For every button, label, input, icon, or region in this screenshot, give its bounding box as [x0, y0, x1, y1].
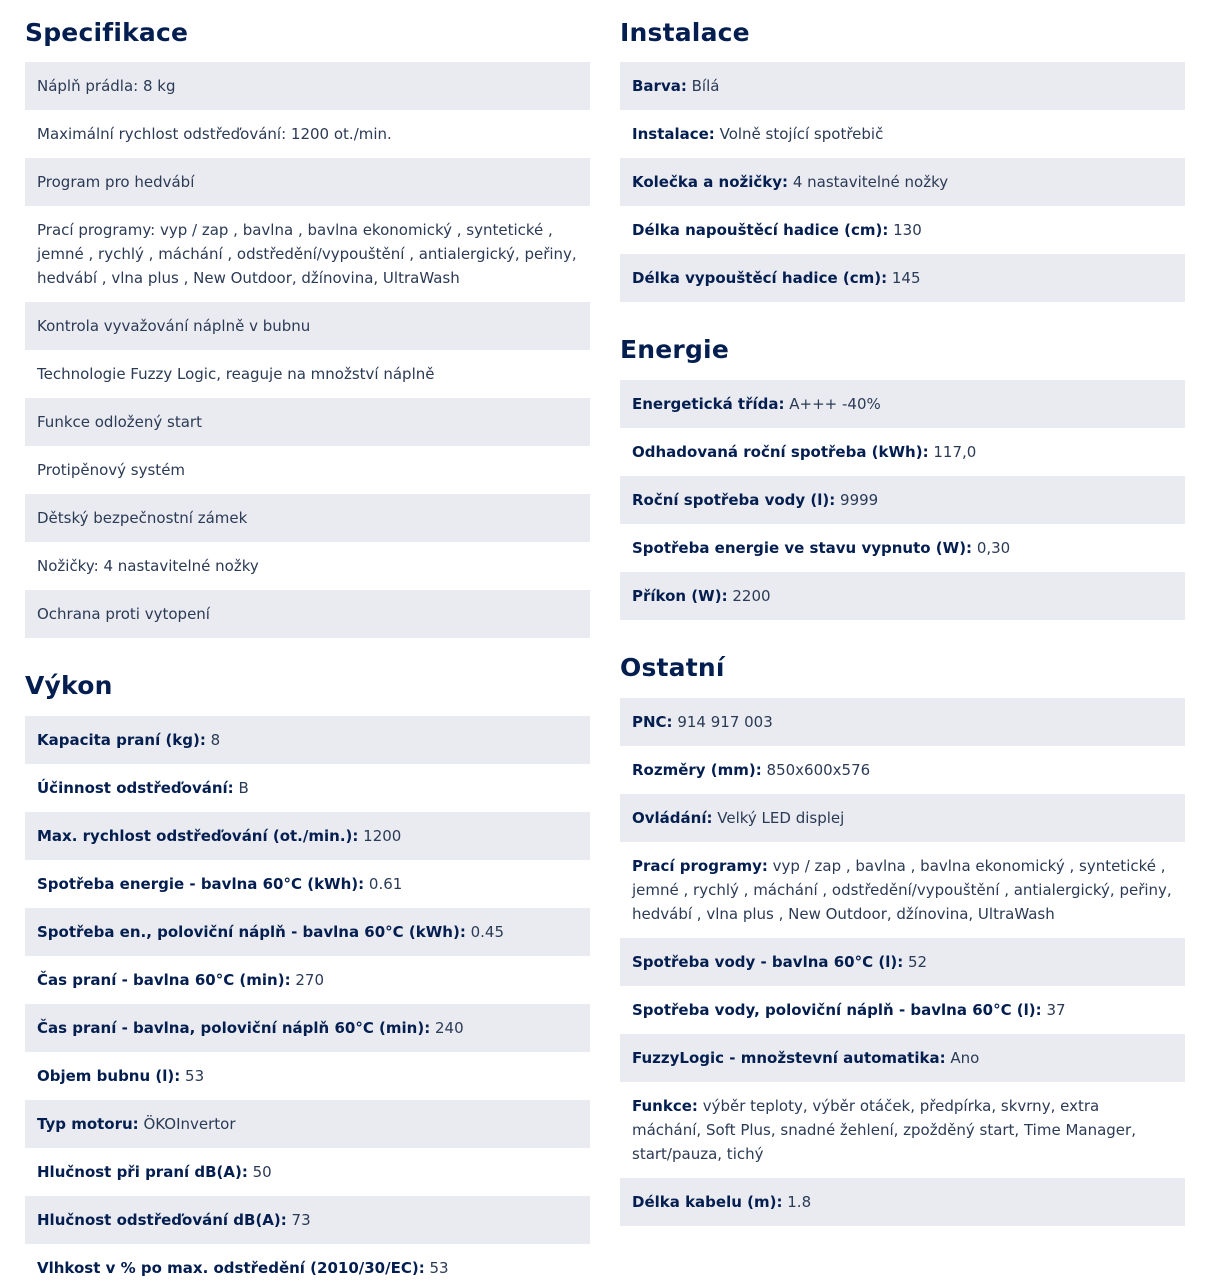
row-label: Spotřeba energie ve stavu vypnuto (W): — [632, 539, 973, 557]
energie-row — [620, 380, 1185, 428]
row-label: FuzzyLogic - množstevní automatika: — [632, 1049, 946, 1067]
ostatni-row — [620, 986, 1185, 1034]
row-label: Kolečka a nožičky: — [632, 173, 789, 191]
instalace-list — [620, 62, 1185, 302]
row-label: Hlučnost při praní dB(A): — [37, 1163, 248, 1181]
row-label: Funkce: — [632, 1097, 698, 1115]
row-label: Spotřeba vody - bavlna 60°C (l): — [632, 953, 904, 971]
row-label: Délka vypouštěcí hadice (cm): — [632, 269, 888, 287]
vykon-row — [25, 860, 590, 908]
row-label: Hlučnost odstřeďování dB(A): — [37, 1211, 287, 1229]
row-value: 117,0 — [933, 443, 977, 461]
row-value: 8 — [210, 731, 221, 749]
ostatni-row — [620, 794, 1185, 842]
row-value: ÖKOInvertor — [143, 1115, 236, 1133]
ostatni-row — [620, 842, 1185, 938]
row-value: vyp / zap , bavlna , bavlna ekonomický , syntetické , jemné , rychlý , máchání , odstředění/vypouštění , antialergický, peřiny, hedvábí , vlna plus , New Outdoor, džínovina, UltraWash — [632, 857, 1172, 923]
vykon-row — [25, 1100, 590, 1148]
row-value: 240 — [435, 1019, 464, 1037]
row-label: Rozměry (mm): — [632, 761, 762, 779]
spec-row: Maximální rychlost odstřeďování: 1200 ot./min. — [37, 125, 392, 143]
row-label: Ovládání: — [632, 809, 713, 827]
row-value: 73 — [291, 1211, 311, 1229]
row-value: 914 917 003 — [677, 713, 773, 731]
specifikace-list — [25, 62, 590, 638]
row-label: Vlhkost v % po max. odstředění (2010/30/EC): — [37, 1259, 425, 1277]
row-label: Odhadovaná roční spotřeba (kWh): — [632, 443, 929, 461]
row-value: výběr teploty, výběr otáček, předpírka, skvrny, extra máchání, Soft Plus, snadné žehlení, zpožděný start, Time Manager, start/pauza, tichý — [632, 1097, 1136, 1163]
row-value: Volně stojící spotřebič — [719, 125, 884, 143]
row-label: Spotřeba en., poloviční náplň - bavlna 60°C (kWh): — [37, 923, 466, 941]
energie-row — [620, 476, 1185, 524]
spec-row: Náplň prádla: 8 kg — [25, 62, 590, 110]
row-value: 37 — [1046, 1001, 1066, 1019]
row-label: Délka napouštěcí hadice (cm): — [632, 221, 889, 239]
row-label: Spotřeba energie - bavlna 60°C (kWh): — [37, 875, 365, 893]
row-label: Čas praní - bavlna 60°C (min): — [37, 971, 291, 989]
row-label: Typ motoru: — [37, 1115, 139, 1133]
vykon-row — [25, 956, 590, 1004]
vykon-row — [25, 812, 590, 860]
ostatni-row — [620, 1034, 1185, 1082]
energie-row — [620, 524, 1185, 572]
row-value: B — [238, 779, 249, 797]
instalace-row — [620, 110, 1185, 158]
spec-row: Protipěnový systém — [37, 461, 186, 479]
vykon-row — [25, 1052, 590, 1100]
ostatni-row — [620, 698, 1185, 746]
vykon-row — [25, 1004, 590, 1052]
left-column — [25, 0, 590, 1284]
spec-row: Nožičky: 4 nastavitelné nožky — [37, 557, 259, 575]
instalace-row — [620, 158, 1185, 206]
ostatni-list — [620, 698, 1185, 1226]
spec-row: Dětský bezpečnostní zámek — [25, 494, 590, 542]
row-value: 270 — [295, 971, 325, 989]
right-column — [620, 0, 1185, 1226]
row-value: 4 nastavitelné nožky — [792, 173, 949, 191]
row-label: Čas praní - bavlna, poloviční náplň 60°C (min): — [37, 1019, 431, 1037]
energie-list — [620, 380, 1185, 620]
row-label: Energetická třída: — [632, 395, 785, 413]
spec-row: Technologie Fuzzy Logic, reaguje na množství náplně — [37, 365, 435, 383]
row-value: 0,30 — [976, 539, 1011, 557]
section-title-ostatni: Ostatní — [620, 653, 725, 682]
ostatni-row — [620, 1178, 1185, 1226]
row-value: 1200 — [363, 827, 402, 845]
row-label: Max. rychlost odstřeďování (ot./min.): — [37, 827, 359, 845]
energie-row — [620, 428, 1185, 476]
instalace-row — [620, 206, 1185, 254]
row-value: Bílá — [691, 77, 720, 95]
row-value: 52 — [907, 953, 928, 971]
vykon-row — [25, 1196, 590, 1244]
spec-row: Kontrola vyvažování náplně v bubnu — [25, 302, 590, 350]
row-label: PNC: — [632, 713, 673, 731]
row-label: Barva: — [632, 77, 687, 95]
row-label: Kapacita praní (kg): — [37, 731, 206, 749]
row-value: A+++ -40% — [789, 395, 881, 413]
row-value: 53 — [429, 1259, 449, 1277]
vykon-row — [25, 716, 590, 764]
row-label: Účinnost odstřeďování: — [37, 779, 234, 797]
vykon-row — [25, 1148, 590, 1196]
ostatni-row — [620, 938, 1185, 986]
spec-row: Prací programy: vyp / zap , bavlna , bavlna ekonomický , syntetické , jemné , rychlý , máchání , odstředění/vypouštění , antialergický, peřiny, hedvábí , vlna plus , New Outdoor, džínovina, UltraWash — [37, 221, 577, 287]
vykon-list — [25, 716, 590, 1284]
spec-row: Funkce odložený start — [25, 398, 590, 446]
row-value: 0.61 — [368, 875, 403, 893]
row-value: 130 — [893, 221, 922, 239]
spec-row: Ochrana proti vytopení — [25, 590, 590, 638]
section-title-instalace: Instalace — [620, 18, 750, 47]
section-title-energie: Energie — [620, 335, 729, 364]
row-label: Délka kabelu (m): — [632, 1193, 783, 1211]
vykon-row — [25, 908, 590, 956]
spec-row: Program pro hedvábí — [25, 158, 590, 206]
row-label: Roční spotřeba vody (l): — [632, 491, 836, 509]
row-value: 0.45 — [470, 923, 505, 941]
row-label: Objem bubnu (l): — [37, 1067, 181, 1085]
ostatni-row — [620, 1082, 1185, 1178]
row-label: Spotřeba vody, poloviční náplň - bavlna 60°C (l): — [632, 1001, 1042, 1019]
row-value: 53 — [185, 1067, 205, 1085]
row-value: 2200 — [732, 587, 771, 605]
row-value: 850x600x576 — [766, 761, 871, 779]
row-label: Prací programy: — [632, 857, 768, 875]
energie-row — [620, 572, 1185, 620]
row-value: Velký LED displej — [717, 809, 845, 827]
section-title-vykon: Výkon — [25, 671, 113, 700]
instalace-row — [620, 62, 1185, 110]
instalace-row — [620, 254, 1185, 302]
row-label: Instalace: — [632, 125, 715, 143]
row-value: Ano — [950, 1049, 980, 1067]
row-value: 1.8 — [787, 1193, 812, 1211]
row-label: Příkon (W): — [632, 587, 728, 605]
section-title-specifikace: Specifikace — [25, 18, 189, 47]
ostatni-row — [620, 746, 1185, 794]
vykon-row — [25, 764, 590, 812]
row-value: 145 — [891, 269, 921, 287]
vykon-row — [25, 1244, 590, 1284]
row-value: 50 — [252, 1163, 272, 1181]
row-value: 9999 — [840, 491, 879, 509]
